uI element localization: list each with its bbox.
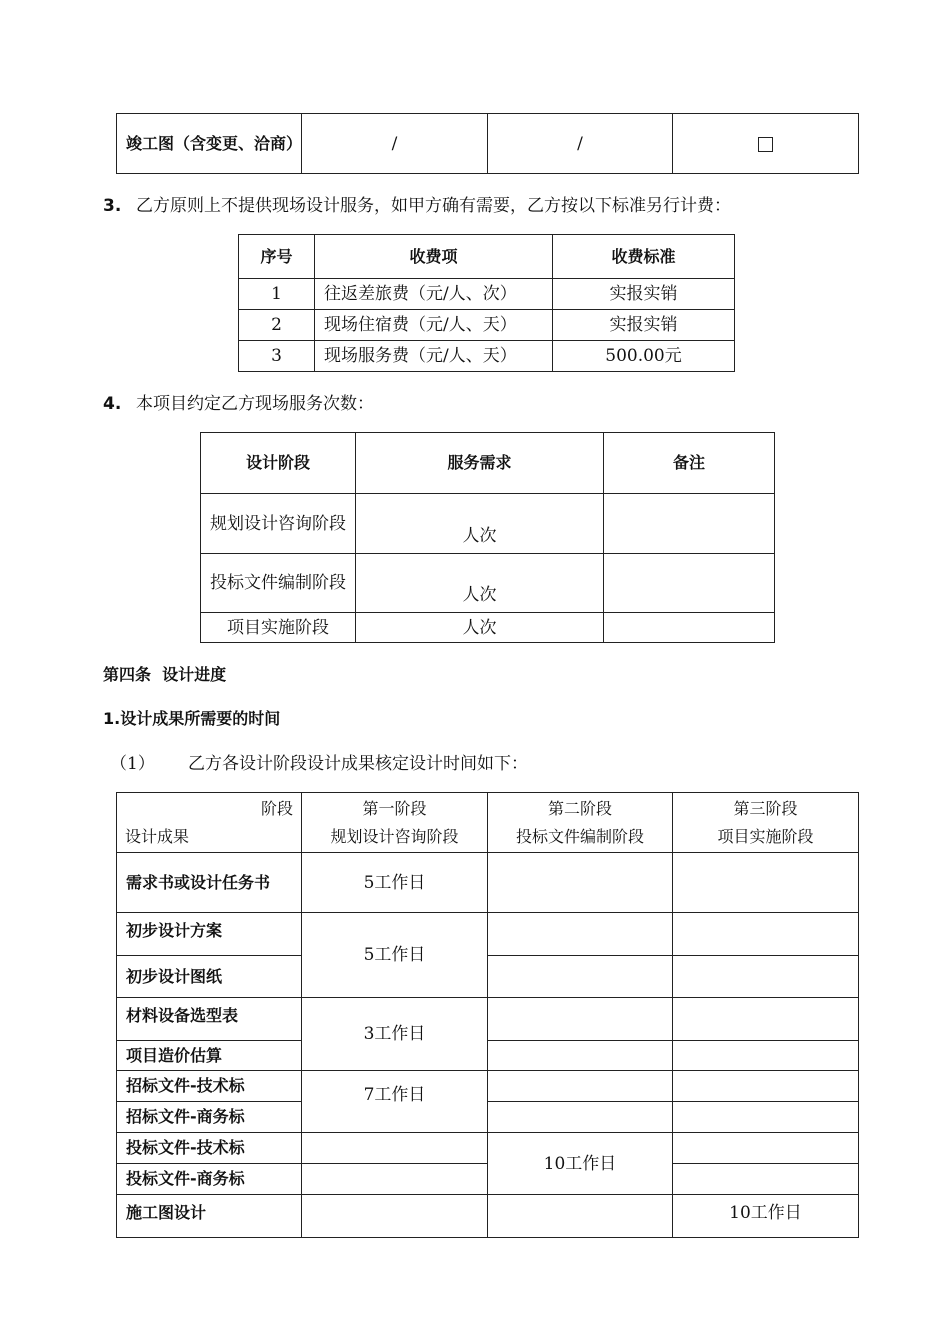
- stage-1-name: 第一阶段: [362, 798, 427, 818]
- stage-2-name: 第二阶段: [547, 798, 612, 818]
- service-remark: [604, 554, 775, 613]
- fee-index: 2: [239, 310, 315, 341]
- table-row: [117, 1041, 859, 1071]
- table-row: [117, 853, 859, 913]
- fee-item: 往返差旅费（元/人、次）: [315, 279, 553, 310]
- completion-drawing-table: [116, 113, 859, 174]
- duration-cell: 10工作日: [673, 1195, 859, 1238]
- result-name: 初步设计图纸: [117, 956, 302, 998]
- table-row: [117, 1102, 859, 1133]
- subsection-1-1: [110, 752, 528, 776]
- completion-drawing-label: 竣工图（含变更、洽商）: [117, 114, 302, 174]
- result-name: 投标文件-技术标: [117, 1133, 302, 1164]
- schedule-table: [116, 792, 859, 1238]
- item-4-paragraph: [103, 392, 374, 416]
- fee-index: 1: [239, 279, 315, 310]
- service-demand: 人次: [356, 494, 604, 554]
- service-demand: 人次: [356, 554, 604, 613]
- stage-3-sub: 项目实施阶段: [717, 826, 814, 846]
- service-stage: 规划设计咨询阶段: [201, 494, 356, 554]
- table-row: [117, 913, 859, 956]
- table-row: [117, 956, 859, 998]
- subsection-1-1-number: （1）: [110, 754, 155, 774]
- fee-table: [238, 234, 735, 372]
- item-4-text: 本项目约定乙方现场服务次数：: [136, 394, 374, 414]
- fee-header-standard: 收费标准: [553, 235, 735, 279]
- table-row: [201, 494, 775, 554]
- fee-standard: 实报实销: [553, 279, 735, 310]
- table-row: [201, 554, 775, 613]
- table-row: [239, 310, 735, 341]
- checkbox-icon[interactable]: [758, 137, 773, 152]
- result-name: 需求书或设计任务书: [117, 853, 302, 913]
- fee-standard: 500.00元: [553, 341, 735, 372]
- fee-standard: 实报实销: [553, 310, 735, 341]
- result-name: 招标文件-商务标: [117, 1102, 302, 1133]
- table-row: [117, 998, 859, 1041]
- service-table: [200, 432, 775, 643]
- slash-cell: /: [488, 114, 673, 174]
- stage-1-sub: 规划设计咨询阶段: [330, 826, 459, 846]
- service-header-demand: 服务需求: [356, 433, 604, 494]
- result-name: 投标文件-商务标: [117, 1164, 302, 1195]
- item-4-number: 4.: [103, 394, 122, 414]
- service-demand: 人次: [356, 613, 604, 643]
- stage-3-name: 第三阶段: [733, 798, 798, 818]
- fee-header-item: 收费项: [315, 235, 553, 279]
- table-row: [239, 279, 735, 310]
- slash-cell: /: [302, 114, 488, 174]
- item-3-paragraph: [103, 194, 731, 218]
- corner-result-label: 设计成果: [125, 826, 190, 846]
- table-row: [117, 1133, 859, 1164]
- fee-item: 现场住宿费（元/人、天）: [315, 310, 553, 341]
- duration-cell: 10工作日: [488, 1133, 673, 1195]
- table-row: [201, 613, 775, 643]
- schedule-corner: [117, 793, 302, 853]
- table-row: [239, 341, 735, 372]
- table-row: [117, 1071, 859, 1102]
- stage-2-sub: 投标文件编制阶段: [515, 826, 644, 846]
- item-3-text: 乙方原则上不提供现场设计服务，如甲方确有需要，乙方按以下标准另行计费：: [136, 196, 731, 216]
- duration-cell: 7工作日: [302, 1071, 488, 1133]
- item-3-number: 3.: [103, 196, 122, 216]
- corner-stage-label: 阶段: [260, 798, 293, 818]
- result-name: 招标文件-技术标: [117, 1071, 302, 1102]
- service-stage: 项目实施阶段: [201, 613, 356, 643]
- service-remark: [604, 613, 775, 643]
- service-header-stage: 设计阶段: [201, 433, 356, 494]
- fee-header-index: 序号: [239, 235, 315, 279]
- result-name: 施工图设计: [117, 1195, 302, 1238]
- result-name: 初步设计方案: [117, 913, 302, 956]
- section-title: 第四条 设计进度: [103, 665, 227, 684]
- result-name: 项目造价估算: [117, 1041, 302, 1071]
- service-header-remark: 备注: [604, 433, 775, 494]
- service-stage: 投标文件编制阶段: [201, 554, 356, 613]
- subsection-1-1-text: 乙方各设计阶段设计成果核定设计时间如下：: [188, 754, 528, 774]
- duration-cell: 3工作日: [302, 998, 488, 1071]
- table-row: [117, 1195, 859, 1238]
- fee-item: 现场服务费（元/人、天）: [315, 341, 553, 372]
- duration-cell: 5工作日: [302, 913, 488, 998]
- service-remark: [604, 494, 775, 554]
- result-name: 材料设备选型表: [117, 998, 302, 1041]
- duration-cell: 5工作日: [302, 853, 488, 913]
- subsection-title: 1.设计成果所需要的时间: [103, 709, 281, 728]
- fee-index: 3: [239, 341, 315, 372]
